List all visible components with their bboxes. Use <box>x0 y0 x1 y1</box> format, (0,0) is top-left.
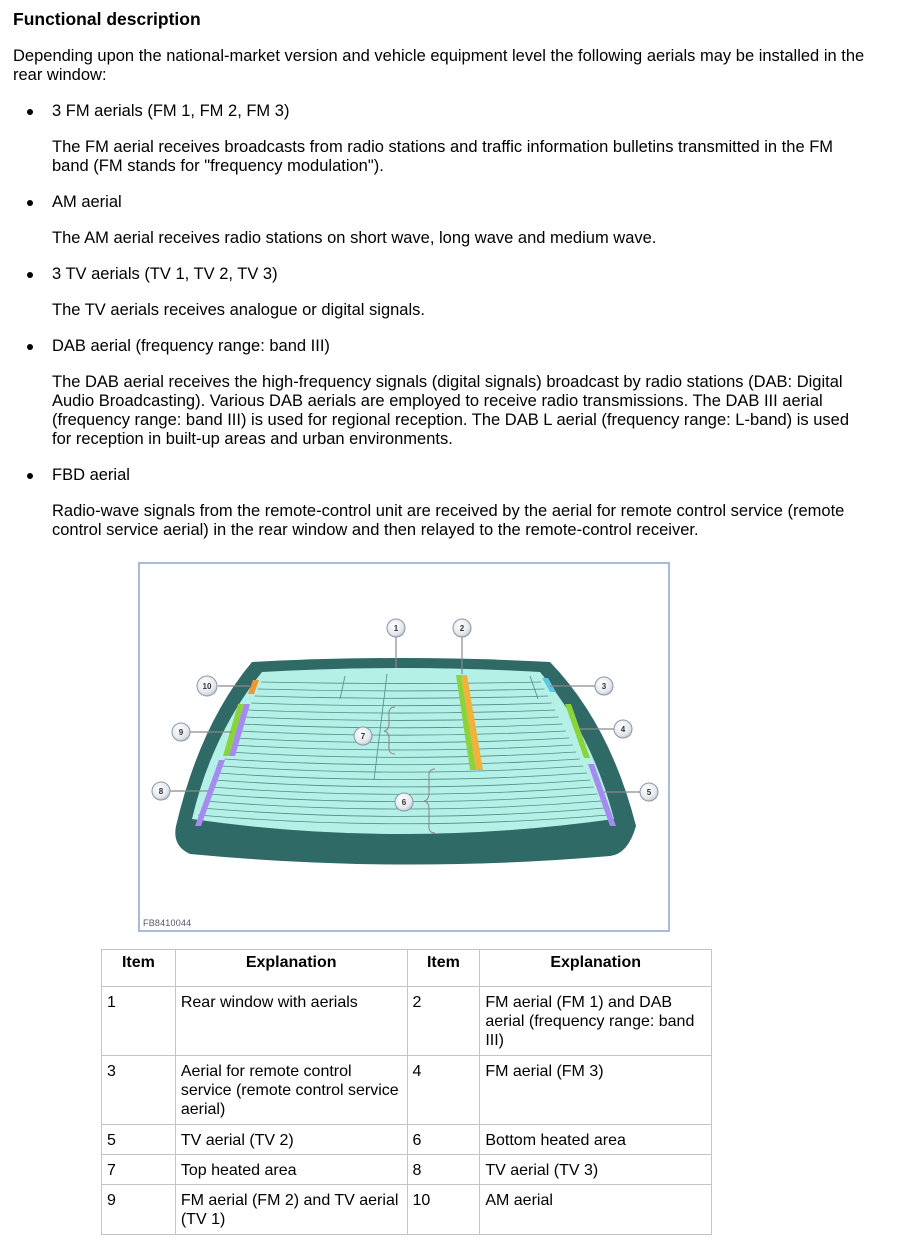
list-item-description: The DAB aerial receives the high-frequency signals (digital signals) broadcast by radio stations (DAB: Digital Audio Broadcasting). Various DAB aerials are employed to receive radio transmissions. The DAB III aerial (frequency range: band III) is used for regional reception. The DAB L aerial (frequency range: L-band) is used for reception in built-up areas and urban environments. <box>52 373 850 448</box>
figure-code: FB8410044 <box>143 918 192 928</box>
bullet-icon <box>27 109 33 115</box>
column-header-explanation: Explanation <box>175 950 407 987</box>
list-item-description: The FM aerial receives broadcasts from radio stations and traffic information bulletins transmitted in the FM band (FM stands for "frequency modulation"). <box>52 138 834 175</box>
section-title: Functional description <box>13 9 201 29</box>
item-explanation: FM aerial (FM 1) and DAB aerial (frequency range: band III) <box>480 987 712 1056</box>
list-item-title: AM aerial <box>52 193 122 211</box>
aerial-list <box>0 102 900 557</box>
callout-label: 4 <box>620 725 626 734</box>
callout-2 <box>453 619 471 637</box>
list-item <box>0 265 900 320</box>
item-number: 5 <box>102 1125 176 1155</box>
column-header-item: Item <box>102 950 176 987</box>
item-explanation: Top heated area <box>175 1155 407 1185</box>
bullet-icon <box>27 272 33 278</box>
item-explanation: FM aerial (FM 2) and TV aerial (TV 1) <box>175 1185 407 1235</box>
list-item <box>0 337 900 449</box>
callout-8 <box>152 782 170 800</box>
callout-label: 1 <box>393 624 399 633</box>
rear-window-diagram <box>138 562 670 932</box>
items-table <box>101 949 712 1235</box>
list-item-title: DAB aerial (frequency range: band III) <box>52 337 330 355</box>
list-item-title: FBD aerial <box>52 466 130 484</box>
list-item <box>0 193 900 248</box>
callout-4 <box>614 720 632 738</box>
list-item <box>0 102 900 176</box>
item-number: 10 <box>407 1185 480 1235</box>
list-item-title: 3 FM aerials (FM 1, FM 2, FM 3) <box>52 102 290 120</box>
callout-5 <box>640 783 658 801</box>
callout-10 <box>197 676 217 696</box>
table-row <box>102 987 712 1056</box>
callout-9 <box>172 723 190 741</box>
table-header-row <box>102 950 712 987</box>
list-item-description: The AM aerial receives radio stations on short wave, long wave and medium wave. <box>52 229 657 247</box>
table-row <box>102 1185 712 1235</box>
table-row <box>102 1155 712 1185</box>
bullet-icon <box>27 344 33 350</box>
callout-label: 8 <box>158 787 164 796</box>
bullet-icon <box>27 473 33 479</box>
item-explanation: Aerial for remote control service (remote control service aerial) <box>175 1056 407 1125</box>
item-number: 9 <box>102 1185 176 1235</box>
callout-label: 2 <box>459 624 465 633</box>
callout-label: 7 <box>360 732 366 741</box>
item-number: 1 <box>102 987 176 1056</box>
callout-label: 3 <box>601 682 607 691</box>
item-explanation: FM aerial (FM 3) <box>480 1056 712 1125</box>
intro-paragraph: Depending upon the national-market version and vehicle equipment level the following aerials may be installed in the rear window: <box>13 47 865 84</box>
callout-6 <box>395 793 413 811</box>
bullet-icon <box>27 200 33 206</box>
callout-1 <box>387 619 405 637</box>
column-header-explanation: Explanation <box>480 950 712 987</box>
list-item-title: 3 TV aerials (TV 1, TV 2, TV 3) <box>52 265 278 283</box>
callout-3 <box>595 677 613 695</box>
table-row <box>102 1125 712 1155</box>
item-number: 6 <box>407 1125 480 1155</box>
callout-label: 9 <box>178 728 184 737</box>
item-number: 2 <box>407 987 480 1056</box>
rear-window-illustration <box>140 564 668 930</box>
table-row <box>102 1056 712 1125</box>
list-item <box>0 466 900 540</box>
column-header-item: Item <box>407 950 480 987</box>
callout-label: 5 <box>646 788 652 797</box>
list-item-description: The TV aerials receives analogue or digital signals. <box>52 301 425 319</box>
callout-label: 6 <box>401 798 407 807</box>
callout-7 <box>354 727 372 745</box>
item-explanation: TV aerial (TV 3) <box>480 1155 712 1185</box>
item-explanation: AM aerial <box>480 1185 712 1235</box>
item-number: 8 <box>407 1155 480 1185</box>
list-item-description: Radio-wave signals from the remote-control unit are received by the aerial for remote control service (remote control service aerial) in the rear window and then relayed to the remote-control receiver. <box>52 502 845 539</box>
item-number: 3 <box>102 1056 176 1125</box>
item-explanation: TV aerial (TV 2) <box>175 1125 407 1155</box>
item-explanation: Rear window with aerials <box>175 987 407 1056</box>
item-number: 4 <box>407 1056 480 1125</box>
item-explanation: Bottom heated area <box>480 1125 712 1155</box>
callout-label: 10 <box>202 682 212 691</box>
item-number: 7 <box>102 1155 176 1185</box>
